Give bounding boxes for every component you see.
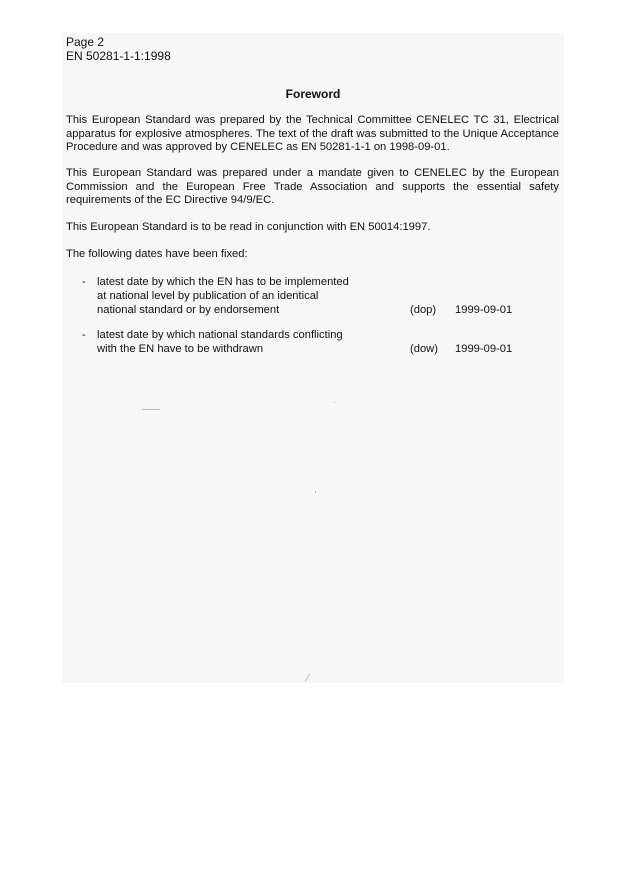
paragraph-preparation: This European Standard was prepared by the Technical Committee CENELEC TC 31, Electrical apparatus for explosive atmospheres. The text of the draft was submitted to the Unique Acceptance Procedure and was approved by CENELEC as EN 50281-1-1 on 1998-09-01. xyxy=(66,114,559,154)
paragraph-conjunction: This European Standard is to be read in conjunction with EN 50014:1997. xyxy=(66,221,431,233)
description-line: at national level by publication of an identical xyxy=(97,290,319,302)
description-line: latest date by which the EN has to be implemented xyxy=(97,276,349,288)
paragraph-mandate: This European Standard was prepared under a mandate given to CENELEC by the European Commission and the European Free Trade Association and supports the essential safety requirements of the EC Directive 94/9/EC. xyxy=(66,167,559,207)
standard-reference: EN 50281-1-1:1998 xyxy=(66,49,171,63)
date-description xyxy=(97,275,397,317)
scan-speck xyxy=(315,491,316,493)
page-header xyxy=(66,35,171,63)
scan-speck xyxy=(142,409,160,410)
date-abbreviation: (dop) xyxy=(410,304,437,316)
page-title: Foreword xyxy=(285,87,341,101)
description-line: with the EN have to be withdrawn xyxy=(97,343,264,355)
list-dash: - xyxy=(82,276,86,288)
date-value: 1999-09-01 xyxy=(455,304,513,316)
date-value: 1999-09-01 xyxy=(455,343,513,355)
page-number: Page 2 xyxy=(66,35,105,49)
description-line: latest date by which national standards conflicting xyxy=(97,329,343,341)
scan-speck xyxy=(334,402,335,403)
date-abbreviation: (dow) xyxy=(410,343,438,355)
date-description xyxy=(97,328,397,356)
description-line: national standard or by endorsement xyxy=(97,304,280,316)
list-dash: - xyxy=(82,329,86,341)
paragraph-dates-intro: The following dates have been fixed: xyxy=(66,248,248,260)
